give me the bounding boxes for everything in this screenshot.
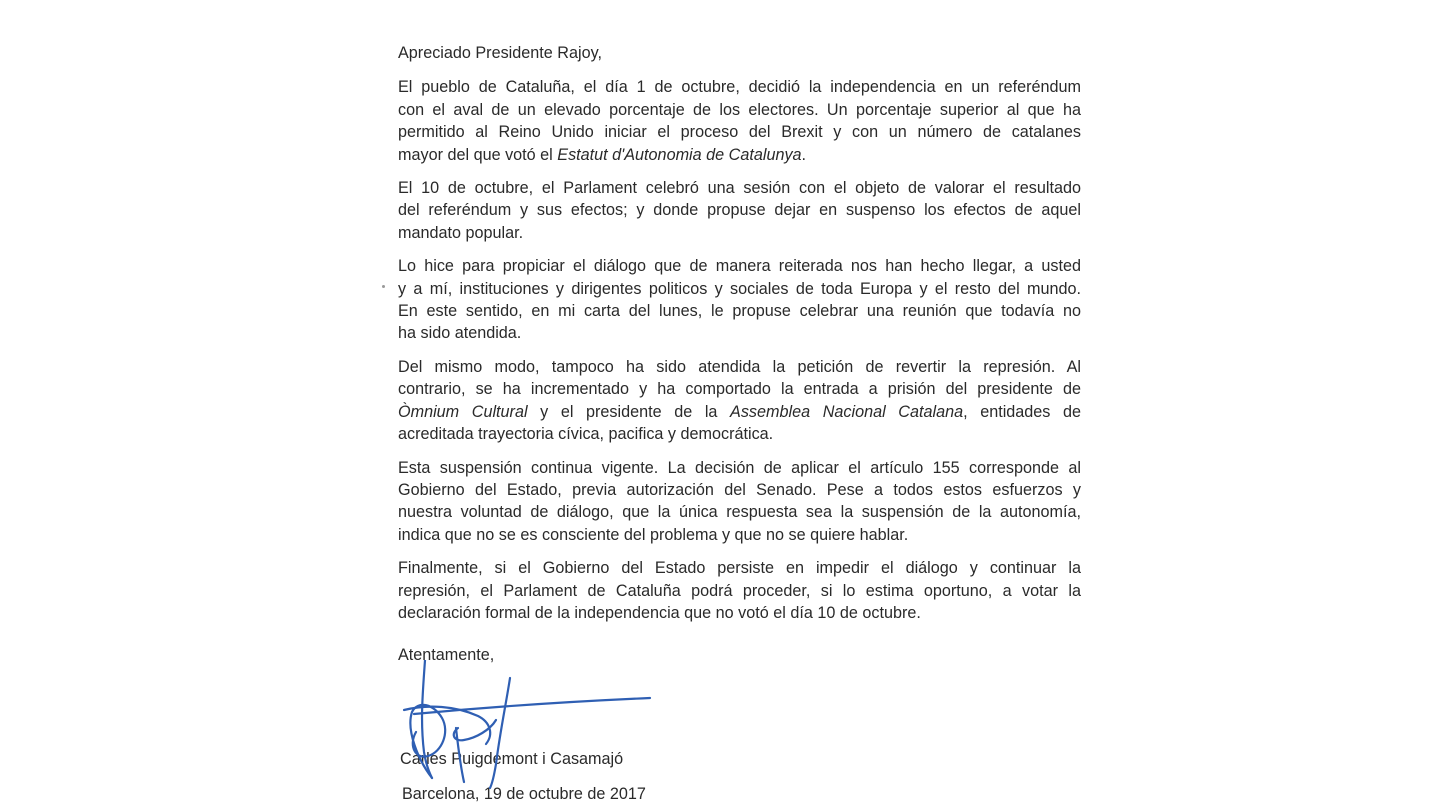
statute-title: Estatut d'Autonomia de Catalunya — [557, 145, 802, 164]
p1-line-3: permitido al Reino Unido iniciar el proceso del Brexit y con un número de catalanes — [398, 123, 1081, 142]
p2-line-3: mandato popular. — [398, 223, 524, 242]
signature-icon — [398, 660, 660, 790]
p1-line-4 — [398, 144, 1081, 166]
p2-line-1: El 10 de octubre, el Parlament celebró una sesión con el objeto de valorar el resultado — [398, 179, 1081, 198]
p5-line-3: nuestra voluntad de diálogo, que la única respuesta sea la suspensión de la autonomía, — [398, 503, 1081, 522]
p4-line-3 — [398, 401, 1081, 423]
p3-line-3: En este sentido, en mi carta del lunes, le propuse celebrar una reunión que todavía no — [398, 302, 1081, 321]
p5-line-2: Gobierno del Estado, previa autorización del Senado. Pese a todos estos esfuerzos y — [398, 480, 1081, 499]
p5-line-1: Esta suspensión continua vigente. La decisión de aplicar el artículo 155 corresponde al — [398, 458, 1081, 477]
p4-line-3-mid: y el presidente de la — [527, 402, 731, 421]
stray-dot-mark — [382, 285, 385, 288]
place-date: Barcelona, 19 de octubre de 2017 — [402, 785, 646, 803]
p2-line-2: del referéndum y sus efectos; y donde propuse dejar en suspenso los efectos de aquel — [398, 201, 1081, 220]
p1-line-1: El pueblo de Cataluña, el día 1 de octubre, decidió la independencia en un referéndum — [398, 78, 1081, 97]
salutation: Apreciado Presidente Rajoy, — [398, 44, 602, 62]
anc-name: Assemblea Nacional Catalana — [730, 402, 964, 421]
omnium-name: Òmnium Cultural — [398, 402, 528, 421]
p6-line-2: represión, el Parlament de Cataluña podrá proceder, si lo estima oportuno, a votar la — [398, 581, 1081, 600]
signer-name: Carles Puigdemont i Casamajó — [400, 750, 624, 768]
p4-line-1: Del mismo modo, tampoco ha sido atendida la petición de revertir la represión. Al — [398, 357, 1081, 376]
paragraph-6 — [398, 557, 1081, 624]
paragraph-4 — [398, 356, 1081, 446]
p1-line-2: con el aval de un elevado porcentaje de los electores. Un porcentaje superior al que ha — [398, 100, 1081, 119]
p3-line-1: Lo hice para propiciar el diálogo que de manera reiterada nos han hecho llegar, a usted — [398, 257, 1081, 276]
p4-line-2: contrario, se ha incrementado y ha comportado la entrada a prisión del presidente de — [398, 380, 1081, 399]
p5-line-4: indica que no se es consciente del problema y que no se quiere hablar. — [398, 525, 909, 544]
letter-body — [398, 42, 1081, 635]
p4-line-3-end: , entidades de — [963, 402, 1081, 421]
paragraph-1 — [398, 76, 1081, 166]
p1-line-4-start: mayor del que votó el — [398, 145, 558, 164]
paragraph-2 — [398, 177, 1081, 244]
paragraph-5 — [398, 457, 1081, 547]
p1-line-4-end: . — [801, 145, 807, 164]
closing: Atentamente, — [398, 646, 495, 664]
p3-line-4: ha sido atendida. — [398, 324, 522, 343]
p6-line-3: declaración formal de la independencia que no votó el día 10 de octubre. — [398, 603, 921, 622]
p6-line-1: Finalmente, si el Gobierno del Estado persiste en impedir el diálogo y continuar la — [398, 559, 1081, 578]
paragraph-3 — [398, 255, 1081, 345]
p3-line-2: y a mí, instituciones y dirigentes politicos y sociales de toda Europa y el resto del mundo. — [398, 279, 1081, 298]
p4-line-4: acreditada trayectoria cívica, pacifica y democrática. — [398, 425, 774, 444]
